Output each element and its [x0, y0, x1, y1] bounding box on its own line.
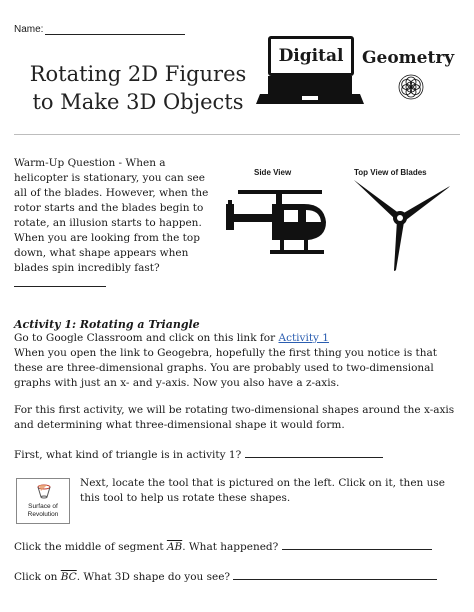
- warmup-question: [14, 156, 214, 292]
- segment-ab: $\overline{AB}$: [166, 541, 183, 553]
- question-1-text: First, what kind of triangle is in activity 1?: [14, 449, 242, 461]
- question-2-answer-blank[interactable]: [282, 539, 432, 550]
- intro-rest: When you open the link to Geogebra, hopefully the first thing you notice is that these are three-dimensional graphs. You are probably used to two-dimensional graphs with just an x- and y-axis. Now you also have a z-axis.: [14, 347, 438, 389]
- surface-of-revolution-tool: [16, 478, 70, 524]
- question-2: [14, 539, 460, 555]
- rotor-blades-top-view-icon: [346, 176, 454, 272]
- segment-bc: $\overline{BC}$: [60, 571, 77, 583]
- question-3: [14, 569, 460, 585]
- question-3-prefix: Click on: [14, 571, 58, 583]
- question-3-suffix: . What 3D shape do you see?: [76, 571, 231, 583]
- tool-instructions: Next, locate the tool that is pictured on the left. Click on it, then use this tool to help us rotate these shapes.: [80, 477, 445, 504]
- name-blank[interactable]: [45, 24, 185, 35]
- flower-of-life-icon: [398, 74, 424, 100]
- laptop-icon: [256, 76, 364, 110]
- activity-paragraph-2: For this first activity, we will be rotating two-dimensional shapes around the x-axis and determining what three-dimensional shape it would form.: [14, 404, 455, 431]
- question-2-suffix: . What happened?: [182, 541, 279, 553]
- name-line: [14, 24, 185, 35]
- header-divider: [14, 134, 460, 135]
- helicopter-side-view-icon: [224, 188, 334, 260]
- question-3-answer-blank[interactable]: [233, 569, 437, 580]
- page-title: [18, 60, 258, 116]
- activity-intro: [14, 331, 460, 391]
- surface-of-revolution-icon: [35, 483, 53, 499]
- title-line-1: Rotating 2D Figures: [29, 62, 247, 86]
- warmup-text: Warm-Up Question - When a helicopter is stationary, you can see all of the blades. However, when the rotor starts and the blades begin to rotate, an illusion starts to happen. When you are looking from the top down, what shape appears when blades spin incredibly fast?: [14, 157, 209, 274]
- question-2-prefix: Click the middle of segment: [14, 541, 164, 553]
- title-line-2: to Make 3D Objects: [32, 90, 244, 114]
- logo-laptop-screen: [268, 36, 354, 76]
- activity-1-link[interactable]: Activity 1: [278, 332, 329, 344]
- top-view-label: Top View of Blades: [354, 168, 427, 177]
- logo-word-digital: Digital: [278, 46, 344, 66]
- question-1: [14, 447, 460, 463]
- logo-word-geometry: Geometry: [362, 48, 455, 68]
- question-1-answer-blank[interactable]: [245, 447, 383, 458]
- warmup-answer-blank[interactable]: [14, 276, 106, 287]
- intro-prefix: Go to Google Classroom and click on this link for: [14, 332, 276, 344]
- name-label: Name:: [14, 24, 44, 35]
- activity-title: Activity 1: Rotating a Triangle: [14, 318, 200, 331]
- side-view-label: Side View: [254, 168, 292, 177]
- tool-label: Surface of Revolution: [27, 503, 59, 518]
